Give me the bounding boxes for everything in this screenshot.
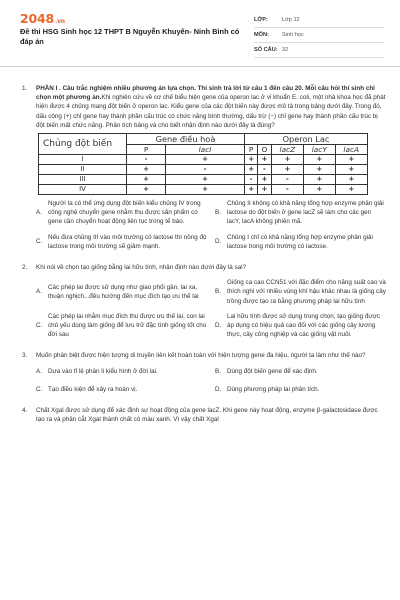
document-title: Đề thi HSG Sinh học 12 THPT B Nguyễn Khuyến- Ninh Bình có đáp án [20, 27, 240, 46]
meta-row-subject [254, 28, 384, 43]
table-cell: + [244, 185, 257, 195]
answer-option-b[interactable] [215, 199, 386, 227]
answer-option-d[interactable] [215, 233, 386, 251]
table-cell: + [127, 185, 166, 195]
option-letter: D. [215, 385, 222, 393]
page-header [0, 0, 400, 66]
table-cell: + [166, 185, 245, 195]
strain-name: IV [39, 185, 127, 195]
option-letter: D. [215, 238, 222, 246]
meta-row-grade [254, 13, 384, 28]
option-text: Giống ca cao CCN51 với đặc điểm cho năng suất cao và thích nghi với nhiều vùng khí hậu khác nhau là giống cây trồng được tạo ra bằng phương pháp lai hữu tính [227, 279, 386, 305]
meta-label: SỐ CÂU: [254, 47, 278, 53]
meta-value: 32 [282, 47, 289, 53]
question-3 [22, 351, 386, 394]
option-letter: C. [36, 322, 43, 330]
option-letter: A. [36, 288, 42, 296]
option-text: Các phép lai nhằm mục đích thu được ưu thế lai, con lai chủ yếu dùng làm giống để lưu trữ đặc tính giống tốt cho đời sau [48, 312, 207, 339]
table-column-header: lacI [166, 145, 245, 155]
answer-option-b[interactable] [215, 278, 386, 306]
table-cell: + [166, 175, 245, 185]
table-cell: + [258, 185, 271, 195]
option-letter: D. [215, 322, 222, 330]
table-cell: + [335, 185, 367, 195]
answer-options [36, 278, 386, 339]
answer-option-d[interactable] [215, 385, 386, 394]
answer-option-b[interactable] [215, 367, 386, 376]
answer-option-c[interactable] [36, 385, 207, 394]
answer-option-a[interactable] [36, 199, 207, 227]
table-column-header: P [244, 145, 257, 155]
question-text: Muốn phân biệt được hiện tượng di truyền liên kết hoàn toàn với hiện tượng gene đa hiệu, người ta làm như thế nào? [36, 352, 366, 360]
meta-value: Lớp 12 [282, 17, 300, 23]
meta-label: MÔN: [254, 32, 269, 38]
option-text: Người ta có thể ứng dụng đột biến kiểu chủng IV trong công nghệ chuyển gene nhằm thu được sản phẩm có gene cần chuyển hoạt động liên tục trong tế bào. [48, 200, 201, 226]
question-text: Khi nói về chọn tạo giống bằng lai hữu tính, nhận định nào dưới đây là sai? [36, 264, 247, 272]
option-letter: B. [215, 288, 221, 296]
logo-main: 2048 [20, 11, 54, 26]
answer-option-a[interactable] [36, 367, 207, 376]
option-text: Các phép lai được sử dụng như giao phối gần, lai xa, thuận nghịch...đều hướng đến mục đích tạo ưu thế lai [48, 283, 199, 301]
strain-name: III [39, 175, 127, 185]
meta-value: Sinh học [282, 32, 304, 38]
option-text: Nếu đưa chủng III vào môi trường có lactose thì nồng độ lactose trong môi trường sẽ giảm mạnh. [48, 233, 207, 250]
table-cell: + [258, 155, 271, 165]
table-cell: + [166, 155, 245, 165]
option-letter: B. [215, 209, 221, 217]
document-meta [254, 13, 384, 58]
option-text: Dùng phương pháp lai phân tích. [227, 385, 320, 393]
option-text: Chủng I chỉ có khả năng tổng hợp enzyme phân giải lactose trong môi trường có lactose. [227, 233, 373, 250]
question-text: Chất Xgal được sử dụng để xác định sự hoạt động của gene lacZ. Khi gene này hoạt động, enzyme β-galactosidase được tạo ra và phân cắt Xgal thành chất có màu xanh. Vì vậy chất Xgal [36, 407, 378, 424]
strain-name: II [39, 165, 127, 175]
strain-name: I [39, 155, 127, 165]
option-letter: B. [215, 367, 221, 375]
option-text: Dùng đột biến gene để xác định. [227, 367, 318, 375]
option-text: Lai hữu tính được sử dụng trong chọn, tạo giống được áp dụng có hiệu quả cao đối với các giống cây lương thực, cây công nghiệp và các giống vật nuôi. [227, 312, 380, 339]
option-letter: C. [36, 385, 43, 393]
spacer [22, 339, 386, 351]
table-corner-header: Chủng đột biến [39, 134, 127, 155]
table-cell: + [304, 175, 335, 185]
table-column-header: P [127, 145, 166, 155]
question-number: 1. [22, 85, 28, 92]
table-cell: + [335, 155, 367, 165]
question-number: 4. [22, 407, 28, 415]
logo-suffix: .vn [55, 18, 65, 25]
question-list [22, 84, 386, 424]
meta-label: LỚP: [254, 17, 268, 23]
table-cell: + [271, 165, 303, 175]
question-text [36, 84, 386, 130]
table-cell: - [258, 165, 271, 175]
answer-options [36, 199, 386, 251]
answer-options [36, 367, 386, 394]
table-cell: - [271, 185, 303, 195]
table-group-header: Operon Lac [244, 134, 367, 145]
meta-row-count [254, 43, 384, 58]
answer-option-d[interactable] [215, 312, 386, 340]
option-text: Dựa vào tỉ lệ phân li kiểu hình ở đời lai. [48, 367, 158, 375]
table-cell: + [335, 165, 367, 175]
mutation-table [38, 133, 368, 195]
table-column-header: lacA [335, 145, 367, 155]
table-cell: + [304, 165, 335, 175]
table-group-header: Gene điều hoà [127, 134, 245, 145]
answer-option-a[interactable] [36, 278, 207, 306]
option-text: Chủng II không có khả năng tổng hợp enzyme phân giải lactose do đột biến ở gene lacZ sẽ làm cho các gen lacY, lacA không phiên mã. [227, 200, 384, 226]
header-divider [0, 66, 400, 67]
table-cell: + [335, 175, 367, 185]
question-number: 2. [22, 264, 28, 272]
table-cell: + [304, 185, 335, 195]
table-cell: + [258, 175, 271, 185]
table-row [39, 165, 368, 175]
question-4 [22, 406, 386, 424]
option-letter: A. [36, 209, 42, 217]
section-instructions: PHẦN I . Câu trắc nghiệm nhiều phương án lựa chọn. Thí sinh trả lời từ câu 1 đến câu 20. Mỗi câu hỏi thí sinh chỉ chọn một phương án. [36, 85, 375, 102]
table-cell: + [127, 175, 166, 185]
table-row [39, 155, 368, 165]
table-column-header: lacY [304, 145, 335, 155]
table-row [39, 185, 368, 195]
site-logo[interactable] [20, 11, 65, 26]
table-row [39, 175, 368, 185]
spacer [22, 394, 386, 406]
table-column-header: lacZ [271, 145, 303, 155]
table-cell: + [271, 155, 303, 165]
table-cell: + [127, 165, 166, 175]
table-cell: - [271, 175, 303, 185]
table-cell: + [304, 155, 335, 165]
option-letter: C. [36, 238, 43, 246]
table-cell: - [166, 165, 245, 175]
table-cell: - [127, 155, 166, 165]
table-cell: - [244, 175, 257, 185]
answer-option-c[interactable] [36, 312, 207, 340]
option-text: Tạo điều kiện để xảy ra hoán vị. [48, 385, 138, 393]
spacer [22, 251, 386, 263]
question-2 [22, 263, 386, 339]
option-letter: A. [36, 367, 42, 375]
table-cell: + [244, 165, 257, 175]
table-cell: + [244, 155, 257, 165]
table-column-header: O [258, 145, 271, 155]
question-number: 3. [22, 352, 28, 360]
question-1 [22, 84, 386, 251]
answer-option-c[interactable] [36, 233, 207, 251]
question-stem: Khi nghiên cứu về cơ chế biểu hiện gene của operon lac ở vi khuẩn E. coli, một nhà khoa học đã phát hiện được 4 chủng mang đột biến ở operon lac. Kiểu gene của các đột biến này được mô tả trong bảng dưới đây. Trong đó, dấu cộng (+) chỉ gene hay thành phần cấu trúc có chức năng bình thường, dấu trừ (−) chỉ gene hay thành phần cấu trúc bị đột biến mất chức năng. Phân tích bảng và cho biết nhận định nào dưới đây là đúng? [36, 94, 386, 129]
